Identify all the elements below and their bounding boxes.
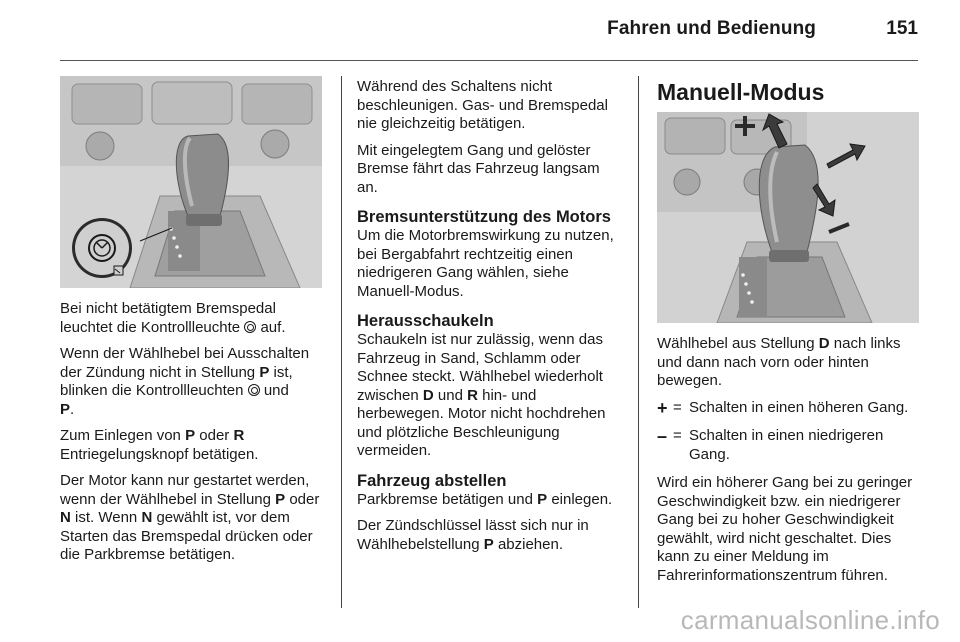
paragraph: Um die Motorbremswirkung zu nutzen, bei Bergabfahrt rechtzeitig einen niedrigeren Gang wählen, siehe Manuell-Modus. [357, 227, 614, 300]
column-divider-1 [341, 76, 342, 608]
header-rule [60, 60, 918, 61]
definition-downshift: – = Schalten in einen niedrigeren Gang. [657, 426, 884, 463]
definition-upshift: + = Schalten in einen höheren Gang. [657, 397, 909, 418]
paragraph: Bei nicht betätigtem Bremspedal leuchtet die Kontrollleuchte auf. [60, 300, 286, 336]
left-column [60, 300, 325, 573]
section-heading: Herausschaukeln [357, 312, 494, 330]
section-title: Manuell-Modus [657, 79, 825, 105]
paragraph: Der Motor kann nur gestartet werden, wenn der Wählhebel in Stellung P oder N ist. Wenn N gewählt ist, vor dem Starten das Bremspedal drücken oder die Parkbremse betätigen. [60, 472, 320, 563]
section-heading: Bremsunterstützung des Motors [357, 208, 611, 226]
paragraph: Schaukeln ist nur zulässig, wenn das Fahrzeug in Sand, Schlamm oder Schnee steckt. Wählhebel wiederholt zwischen D und R hin- und herbewegen. Motor nicht hochdrehen und plötzliche Beschleunigung vermeiden. [357, 331, 606, 459]
paragraph: Mit eingelegtem Gang und gelöster Bremse fährt das Fahrzeug langsam an. [357, 141, 600, 196]
column-divider-2 [638, 76, 639, 608]
paragraph: Wählhebel aus Stellung D nach links und dann nach vorn oder hinten bewegen. [657, 335, 901, 389]
brake-indicator-icon [244, 321, 256, 333]
parking-release-icon [114, 266, 123, 275]
paragraph: Der Zündschlüssel lässt sich nur in Wählhebelstellung P abziehen. [357, 517, 589, 553]
paragraph: Parkbremse betätigen und P einlegen. [357, 490, 613, 508]
paragraph: Zum Einlegen von P oder R Entriegelungsknopf betätigen. [60, 427, 259, 463]
section-heading: Fahrzeug abstellen [357, 471, 507, 490]
manual-mode-figure [657, 112, 919, 323]
page-number: 151 [886, 18, 918, 39]
paragraph: Während des Schaltens nicht beschleunigen. Gas- und Bremspedal nie gleichzeitig betätigen. [357, 78, 608, 132]
right-column-text [657, 335, 922, 593]
plus-icon: + [657, 397, 668, 418]
minus-icon: – [657, 426, 668, 446]
gear-lever-figure [60, 76, 322, 288]
paragraph: Wenn der Wählhebel bei Ausschalten der Zündung nicht in Stellung P ist, blinken die Kontrollleuchten und P. [60, 345, 310, 418]
middle-column [357, 78, 623, 562]
paragraph: Wird ein höherer Gang bei zu geringer Geschwindigkeit bzw. ein niedrigerer Gang bei zu hoher Geschwindigkeit gewählt, wird nicht geschaltet. Dies kann zu einer Meldung im Fahrerinformationszentrum führen. [657, 474, 913, 584]
header-title: Fahren und Bedienung [607, 18, 816, 39]
watermark: carmanualsonline.info [680, 605, 940, 635]
brake-indicator-icon [248, 384, 260, 396]
